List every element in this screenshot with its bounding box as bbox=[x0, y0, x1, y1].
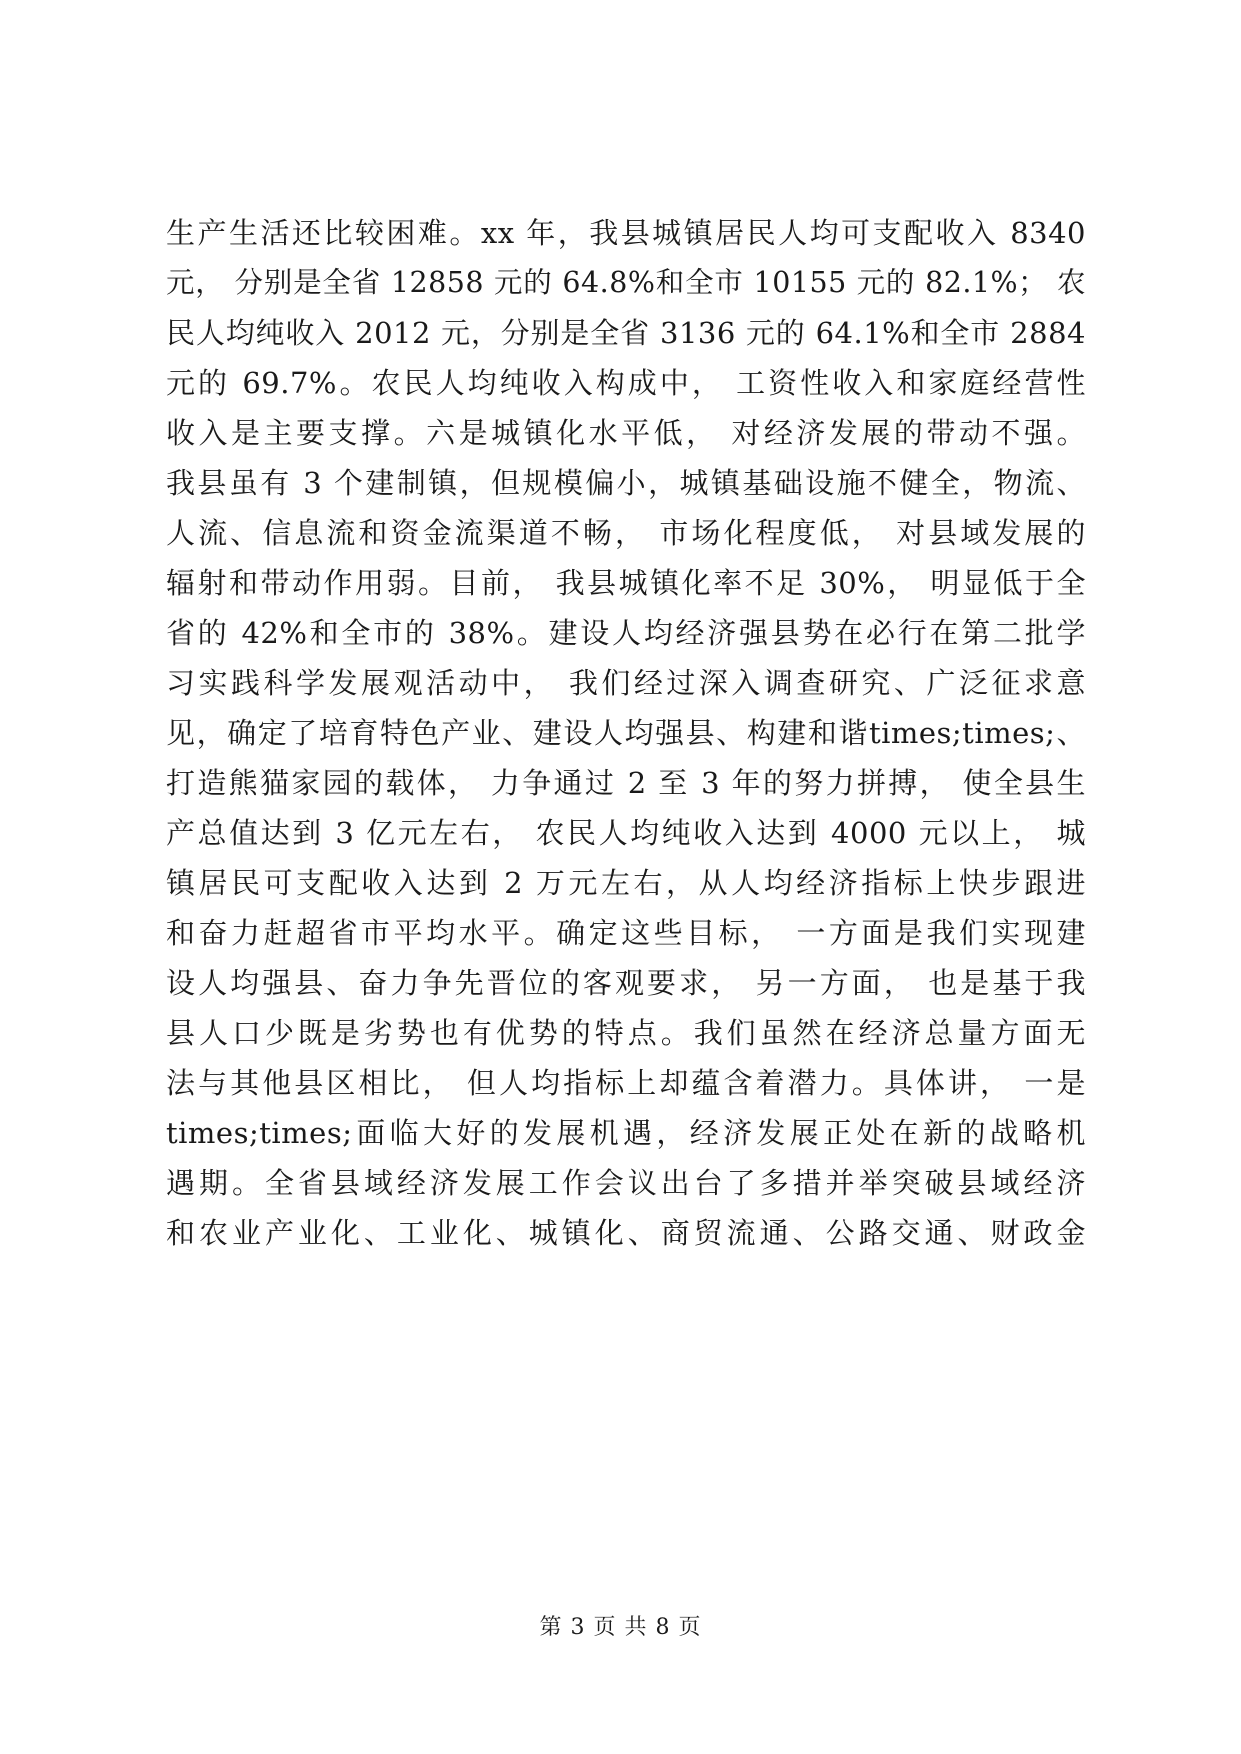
text-line: 见，确定了培育特色产业、建设人均强县、构建和谐times;times;、 bbox=[166, 716, 1086, 750]
text-line: 辐射和带动作用弱。目前， 我县城镇化率不足 30%， 明显低于全 bbox=[166, 566, 1086, 600]
text-line: 生产生活还比较困难。xx 年，我县城镇居民人均可支配收入 8340 bbox=[166, 216, 1086, 250]
page-number-footer: 第 3 页 共 8 页 bbox=[539, 1615, 702, 1640]
text-line: 元， 分别是全省 12858 元的 64.8%和全市 10155 元的 82.1%； 农 bbox=[166, 266, 1086, 299]
text-line: 遇期。全省县域经济发展工作会议出台了多措并举突破县域经济 bbox=[166, 1166, 1086, 1200]
text-line: 人流、信息流和资金流渠道不畅， 市场化程度低， 对县域发展的 bbox=[166, 516, 1086, 550]
text-line: 产总值达到 3 亿元左右， 农民人均纯收入达到 4000 元以上， 城 bbox=[166, 816, 1086, 850]
text-line: times;times;面临大好的发展机遇，经济发展正处在新的战略机 bbox=[166, 1116, 1086, 1150]
text-line: 我县虽有 3 个建制镇，但规模偏小，城镇基础设施不健全，物流、 bbox=[166, 466, 1086, 500]
text-line: 元的 69.7%。农民人均纯收入构成中， 工资性收入和家庭经营性 bbox=[166, 366, 1086, 400]
text-line: 省的 42%和全市的 38%。建设人均经济强县势在必行在第二批学 bbox=[166, 616, 1086, 650]
text-line: 镇居民可支配收入达到 2 万元左右，从人均经济指标上快步跟进 bbox=[166, 866, 1086, 900]
text-line: 打造熊猫家园的载体， 力争通过 2 至 3 年的努力拼搏， 使全县生 bbox=[166, 766, 1086, 800]
text-line: 民人均纯收入 2012 元，分别是全省 3136 元的 64.1%和全市 2884 bbox=[166, 316, 1086, 350]
text-line: 习实践科学发展观活动中， 我们经过深入调查研究、广泛征求意 bbox=[166, 666, 1086, 700]
text-line: 法与其他县区相比， 但人均指标上却蕴含着潜力。具体讲， 一是 bbox=[166, 1066, 1086, 1100]
text-line: 设人均强县、奋力争先晋位的客观要求， 另一方面， 也是基于我 bbox=[166, 966, 1086, 1000]
text-line: 和农业产业化、工业化、城镇化、商贸流通、公路交通、财政金 bbox=[166, 1216, 1086, 1250]
text-line: 县人口少既是劣势也有优势的特点。我们虽然在经济总量方面无 bbox=[166, 1016, 1086, 1050]
text-line: 收入是主要支撑。六是城镇化水平低， 对经济发展的带动不强。 bbox=[166, 416, 1086, 450]
body-text bbox=[166, 208, 1086, 1258]
text-line: 和奋力赶超省市平均水平。确定这些目标， 一方面是我们实现建 bbox=[166, 916, 1086, 950]
